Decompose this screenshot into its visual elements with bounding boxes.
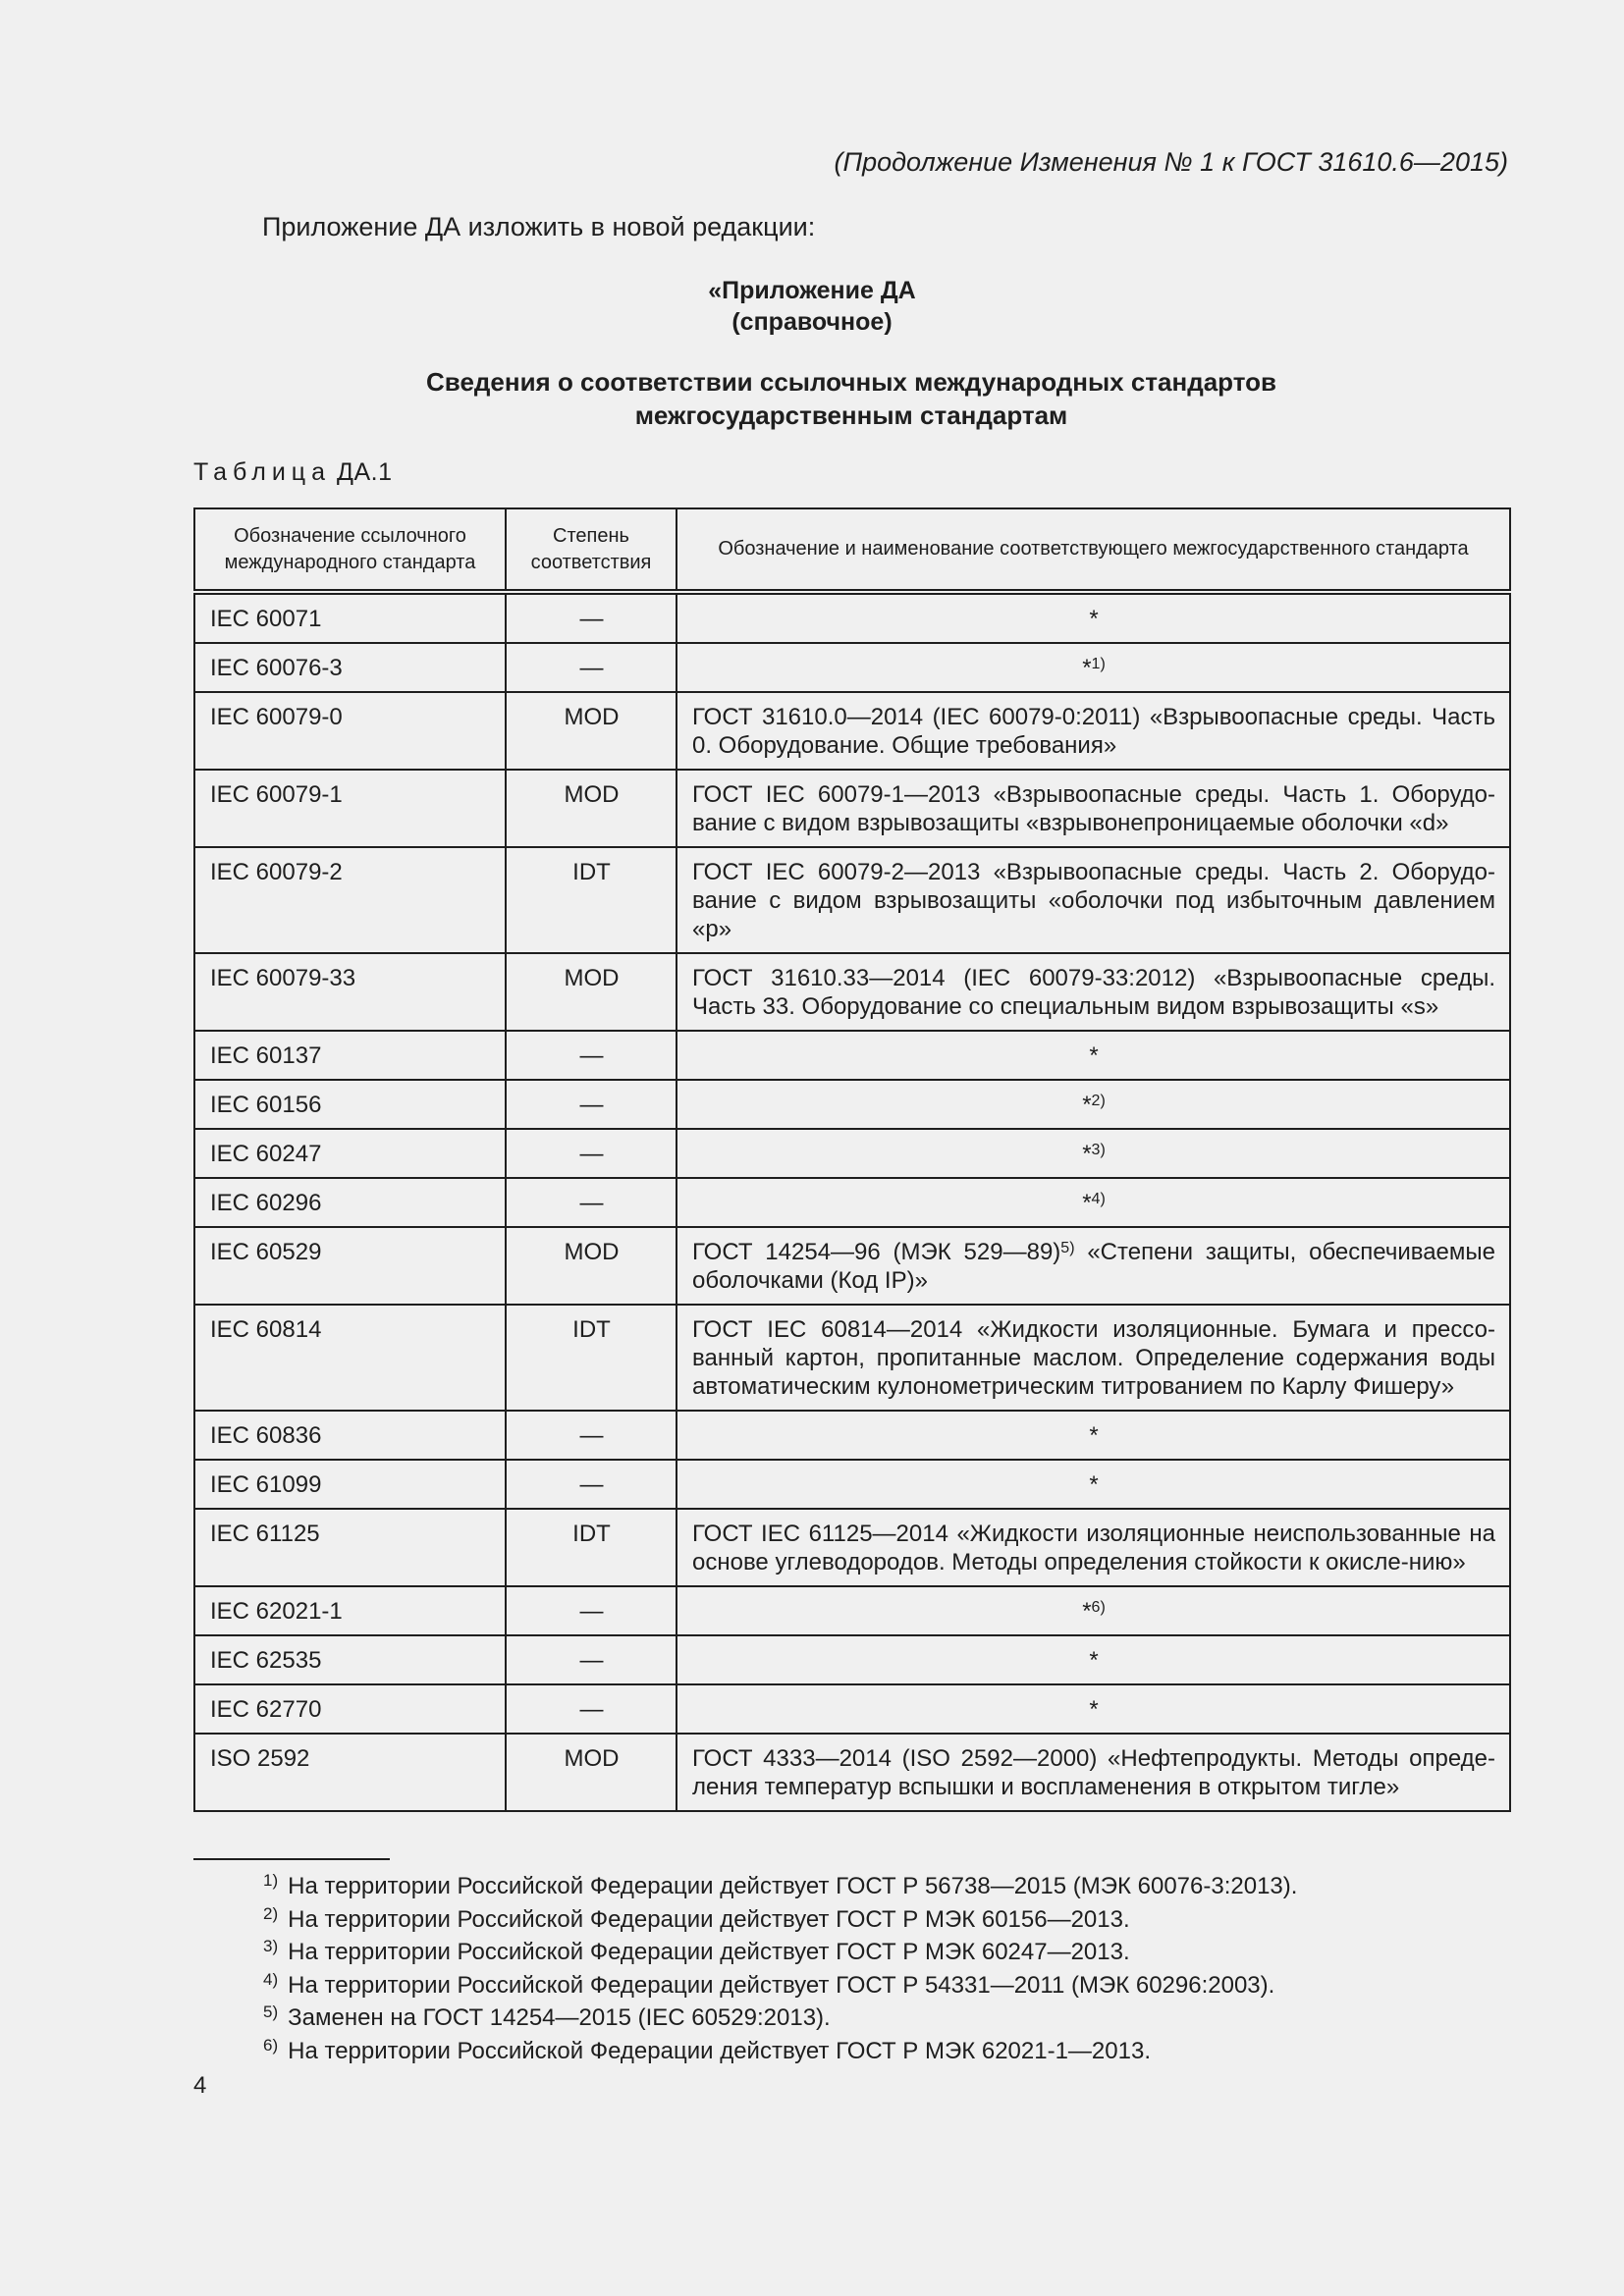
cell-degree: — bbox=[506, 1635, 677, 1684]
cell-interstate-standard bbox=[677, 1129, 1510, 1178]
cell-degree: — bbox=[506, 1178, 677, 1227]
cell-interstate-standard bbox=[677, 1227, 1510, 1305]
cell-text: ГОСТ IEC 60079-2—2013 «Взрывоопасные среды. Часть 2. Оборудо-вание с видом взрывозащиты «оболочки под избыточным давлением «p» bbox=[692, 859, 1495, 942]
table-caption bbox=[193, 458, 393, 487]
cell-text: * bbox=[1089, 1696, 1099, 1723]
cell-standard-code: IEC 62021-1 bbox=[194, 1586, 506, 1635]
table-row bbox=[194, 592, 1510, 643]
table-row bbox=[194, 1684, 1510, 1734]
cell-interstate-standard bbox=[677, 592, 1510, 643]
cell-text: * bbox=[1089, 1471, 1099, 1498]
cell-degree: — bbox=[506, 1684, 677, 1734]
footnote-text: На территории Российской Федерации действует ГОСТ Р МЭК 60156—2013. bbox=[288, 1905, 1130, 1933]
footnote-ref: 4) bbox=[1091, 1191, 1106, 1207]
cell-degree: IDT bbox=[506, 847, 677, 953]
page-number: 4 bbox=[193, 2072, 207, 2099]
appendix-subtitle: (справочное) bbox=[731, 308, 893, 336]
cell-text: ГОСТ 4333—2014 (ISO 2592—2000) «Нефтепродукты. Методы опреде-ления температур вспышки и воспламенения в открытом тигле» bbox=[692, 1745, 1495, 1800]
cell-standard-code: IEC 60079-0 bbox=[194, 692, 506, 770]
cell-standard-code: IEC 61099 bbox=[194, 1460, 506, 1509]
cell-degree: — bbox=[506, 1080, 677, 1129]
table-row bbox=[194, 1031, 1510, 1080]
cell-standard-code: IEC 60296 bbox=[194, 1178, 506, 1227]
cell-interstate-standard bbox=[677, 643, 1510, 692]
footnote-ref: 5) bbox=[1060, 1240, 1075, 1256]
table-row bbox=[194, 1129, 1510, 1178]
cell-interstate-standard bbox=[677, 1509, 1510, 1586]
footnote-marker: 4) bbox=[263, 1969, 279, 1989]
cell-standard-code: IEC 60247 bbox=[194, 1129, 506, 1178]
table-row bbox=[194, 1178, 1510, 1227]
cell-standard-code: IEC 62770 bbox=[194, 1684, 506, 1734]
document-reference: (Продолжение Изменения № 1 к ГОСТ 31610.6—2015) bbox=[834, 147, 1508, 177]
table-row bbox=[194, 1411, 1510, 1460]
cell-interstate-standard bbox=[677, 692, 1510, 770]
column-header-code: Обозначение ссылочного международного стандарта bbox=[194, 508, 506, 592]
cell-interstate-standard bbox=[677, 847, 1510, 953]
appendix-heading bbox=[0, 275, 1624, 338]
cell-standard-code: IEC 60079-1 bbox=[194, 770, 506, 847]
standards-table bbox=[193, 507, 1511, 1812]
footnote bbox=[263, 2035, 1297, 2068]
cell-degree: — bbox=[506, 1586, 677, 1635]
cell-degree: MOD bbox=[506, 692, 677, 770]
cell-degree: — bbox=[506, 1460, 677, 1509]
cell-standard-code: IEC 60814 bbox=[194, 1305, 506, 1411]
cell-text: ГОСТ IEC 60814—2014 «Жидкости изоляционные. Бумага и прессо-ванный картон, пропитанные маслом. Определение содержания воды автоматическим кулонометрическим титрованием по Карлу Фишеру» bbox=[692, 1316, 1495, 1400]
cell-interstate-standard bbox=[677, 1635, 1510, 1684]
table-header-row bbox=[194, 508, 1510, 592]
footnote-marker: 6) bbox=[263, 2035, 279, 2055]
cell-interstate-standard bbox=[677, 1178, 1510, 1227]
footnote-text: На территории Российской Федерации действует ГОСТ Р МЭК 62021-1—2013. bbox=[288, 2037, 1151, 2064]
cell-standard-code: IEC 61125 bbox=[194, 1509, 506, 1586]
cell-interstate-standard bbox=[677, 1734, 1510, 1811]
cell-standard-code: IEC 60529 bbox=[194, 1227, 506, 1305]
section-heading bbox=[0, 365, 1624, 432]
cell-interstate-standard bbox=[677, 953, 1510, 1031]
cell-interstate-standard bbox=[677, 1080, 1510, 1129]
footnote bbox=[263, 1903, 1297, 1937]
footnote-text: На территории Российской Федерации действует ГОСТ Р 56738—2015 (МЭК 60076-3:2013). bbox=[288, 1873, 1298, 1899]
cell-text: * bbox=[1089, 1647, 1099, 1674]
cell-interstate-standard bbox=[677, 1460, 1510, 1509]
cell-text: * bbox=[1089, 1422, 1099, 1449]
cell-standard-code: IEC 60079-33 bbox=[194, 953, 506, 1031]
footnote-text: На территории Российской Федерации действует ГОСТ Р 54331—2011 (МЭК 60296:2003). bbox=[288, 1971, 1275, 1999]
table-row bbox=[194, 1635, 1510, 1684]
cell-text: «Степени защиты, обеспечиваемые оболочками (Код IP)» bbox=[692, 1239, 1495, 1294]
cell-standard-code: ISO 2592 bbox=[194, 1734, 506, 1811]
cell-text: ГОСТ IEC 61125—2014 «Жидкости изоляционные неиспользованные на основе углеводородов. Методы определения стойкости к окисле-нию» bbox=[692, 1521, 1495, 1575]
cell-text: ГОСТ 31610.0—2014 (IEC 60079-0:2011) «Взрывоопасные среды. Часть 0. Оборудование. Общие требования» bbox=[692, 704, 1495, 759]
cell-text: * bbox=[1082, 1598, 1092, 1625]
cell-degree: — bbox=[506, 592, 677, 643]
cell-degree: — bbox=[506, 1411, 677, 1460]
cell-standard-code: IEC 62535 bbox=[194, 1635, 506, 1684]
cell-standard-code: IEC 60156 bbox=[194, 1080, 506, 1129]
cell-text: * bbox=[1082, 1141, 1092, 1167]
table-body bbox=[194, 592, 1510, 1811]
table-row bbox=[194, 1734, 1510, 1811]
table-row bbox=[194, 770, 1510, 847]
footnote-ref: 3) bbox=[1091, 1142, 1106, 1158]
footnote-marker: 1) bbox=[263, 1871, 279, 1890]
footnote-marker: 2) bbox=[263, 1903, 279, 1923]
column-header-name: Обозначение и наименование соответствующего межгосударственного стандарта bbox=[677, 508, 1510, 592]
cell-text: * bbox=[1082, 1092, 1092, 1118]
cell-degree: IDT bbox=[506, 1509, 677, 1586]
table-row bbox=[194, 1080, 1510, 1129]
table-caption-number: ДА.1 bbox=[337, 458, 393, 486]
footnote-marker: 3) bbox=[263, 1937, 279, 1955]
footnote bbox=[263, 2002, 1297, 2035]
section-title-line1: Сведения о соответствии ссылочных международных стандартов bbox=[426, 367, 1276, 397]
cell-text: ГОСТ 31610.33—2014 (IEC 60079-33:2012) «Взрывоопасные среды. Часть 33. Оборудование со специальным видом взрывозащиты «s» bbox=[692, 965, 1495, 1020]
cell-standard-code: IEC 60071 bbox=[194, 592, 506, 643]
table-row bbox=[194, 643, 1510, 692]
footnote-marker: 5) bbox=[263, 2002, 279, 2021]
cell-degree: MOD bbox=[506, 1734, 677, 1811]
cell-degree: — bbox=[506, 643, 677, 692]
cell-text: * bbox=[1082, 655, 1092, 681]
footnote-ref: 2) bbox=[1091, 1093, 1106, 1109]
footnote-separator bbox=[193, 1858, 390, 1860]
cell-text: * bbox=[1089, 1042, 1099, 1069]
footnote-text: Заменен на ГОСТ 14254—2015 (IEC 60529:2013). bbox=[288, 2004, 831, 2031]
intro-text: Приложение ДА изложить в новой редакции: bbox=[262, 212, 816, 241]
cell-standard-code: IEC 60137 bbox=[194, 1031, 506, 1080]
cell-interstate-standard bbox=[677, 1684, 1510, 1734]
table-row bbox=[194, 847, 1510, 953]
cell-degree: — bbox=[506, 1031, 677, 1080]
cell-degree: — bbox=[506, 1129, 677, 1178]
cell-interstate-standard bbox=[677, 1305, 1510, 1411]
footnotes bbox=[263, 1870, 1297, 2067]
cell-degree: MOD bbox=[506, 770, 677, 847]
table-row bbox=[194, 1586, 1510, 1635]
footnote-text: На территории Российской Федерации действует ГОСТ Р МЭК 60247—2013. bbox=[288, 1939, 1130, 1965]
column-header-degree: Степень соответствия bbox=[506, 508, 677, 592]
footnote bbox=[263, 1969, 1297, 2002]
footnote bbox=[263, 1936, 1297, 1969]
footnote-ref: 6) bbox=[1091, 1599, 1106, 1616]
table-row bbox=[194, 1509, 1510, 1586]
cell-degree: MOD bbox=[506, 1227, 677, 1305]
table-row bbox=[194, 692, 1510, 770]
cell-text: * bbox=[1089, 606, 1099, 632]
table-row bbox=[194, 1305, 1510, 1411]
cell-text: ГОСТ 14254—96 (МЭК 529—89) bbox=[692, 1239, 1061, 1265]
appendix-title: «Приложение ДА bbox=[708, 277, 916, 304]
cell-degree: IDT bbox=[506, 1305, 677, 1411]
table-caption-word: Таблица bbox=[193, 458, 332, 486]
section-title-line2: межгосударственным стандартам bbox=[634, 400, 1068, 430]
cell-interstate-standard bbox=[677, 1411, 1510, 1460]
footnote-ref: 1) bbox=[1091, 656, 1106, 672]
table-row bbox=[194, 1460, 1510, 1509]
table-row bbox=[194, 1227, 1510, 1305]
cell-standard-code: IEC 60076-3 bbox=[194, 643, 506, 692]
cell-standard-code: IEC 60079-2 bbox=[194, 847, 506, 953]
cell-interstate-standard bbox=[677, 1031, 1510, 1080]
cell-interstate-standard bbox=[677, 1586, 1510, 1635]
cell-standard-code: IEC 60836 bbox=[194, 1411, 506, 1460]
table-row bbox=[194, 953, 1510, 1031]
cell-interstate-standard bbox=[677, 770, 1510, 847]
cell-text: * bbox=[1082, 1190, 1092, 1216]
footnote bbox=[263, 1870, 1297, 1903]
cell-degree: MOD bbox=[506, 953, 677, 1031]
cell-text: ГОСТ IEC 60079-1—2013 «Взрывоопасные среды. Часть 1. Оборудо-вание с видом взрывозащиты «взрывонепроницаемые оболочки «d» bbox=[692, 781, 1495, 836]
